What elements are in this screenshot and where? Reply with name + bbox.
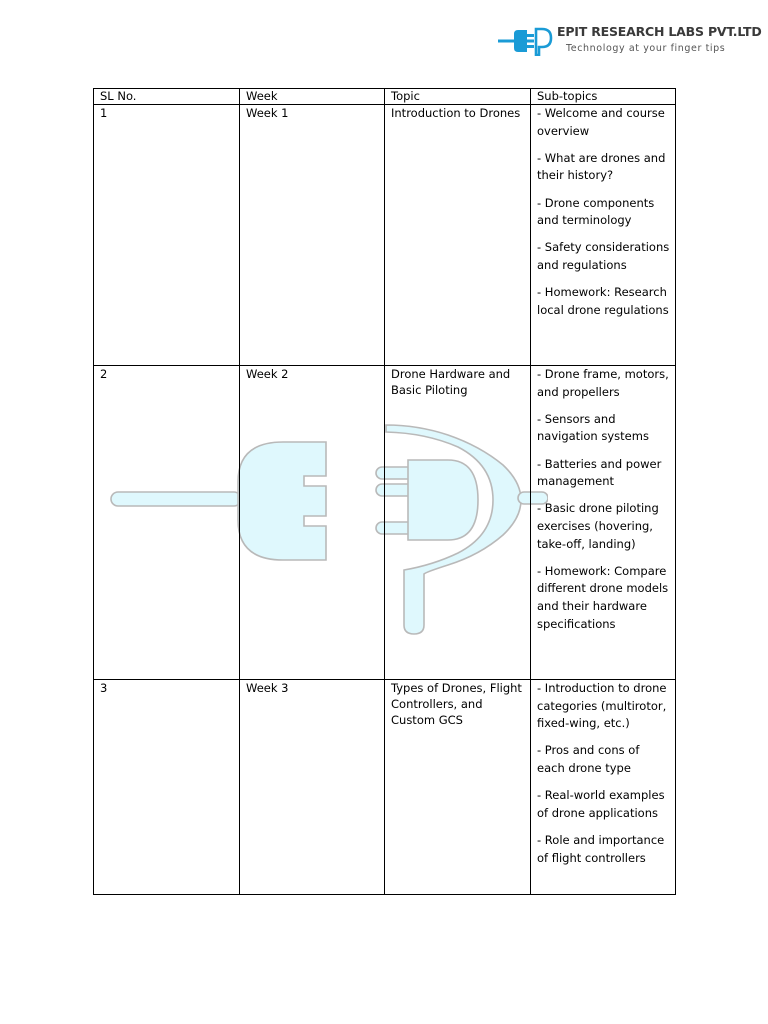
company-name: EPIT RESEARCH LABS PVT.LTD [557,24,762,39]
cell-sl-no: 2 [94,366,240,680]
subtopic-item: - Batteries and power management [537,456,662,489]
subtopic-item: - Drone components and terminology [537,195,655,228]
cell-week: Week 2 [240,366,385,680]
subtopic-item: - Real-world examples of drone applications [537,788,665,820]
subtopic-item: - Sensors and navigation systems [537,411,649,444]
cell-sub-topics [531,680,676,895]
cell-sl-no: 1 [94,105,240,366]
company-header [498,24,766,58]
subtopic-item: - Safety considerations and regulations [537,240,670,272]
cell-topic: Types of Drones, Flight Controllers, and Custom GCS [385,680,531,895]
subtopic-item: - Homework: Research local drone regulations [537,285,669,317]
header-sub-topics: Sub-topics [531,89,676,105]
header-sl-no: SL No. [94,89,240,105]
table-row [94,680,676,895]
table-header-row [94,89,676,105]
course-schedule-table [93,88,676,895]
cell-topic: Drone Hardware and Basic Piloting [385,366,531,680]
table-row [94,105,676,366]
cell-sub-topics [531,105,676,366]
cell-week: Week 3 [240,680,385,895]
subtopic-item: - Role and importance of flight controllers [537,832,665,865]
subtopic-item: - Basic drone piloting exercises (hovering, take-off, landing) [537,501,659,551]
subtopic-item: - Drone frame, motors, and propellers [537,367,669,399]
cell-sub-topics [531,366,676,680]
header-topic: Topic [385,89,531,105]
ep-plug-logo-icon [498,26,554,56]
subtopic-item: - What are drones and their history? [537,150,666,183]
header-week: Week [240,89,385,105]
subtopic-item: - Pros and cons of each drone type [537,743,640,775]
cell-topic: Introduction to Drones [385,105,531,366]
subtopic-item: - Welcome and course overview [537,106,665,138]
cell-week: Week 1 [240,105,385,366]
subtopic-item: - Homework: Compare different drone models and their hardware specifications [537,563,669,631]
cell-sl-no: 3 [94,680,240,895]
company-tagline: Technology at your finger tips [566,43,726,54]
table-row [94,366,676,680]
subtopic-item: - Introduction to drone categories (multirotor, fixed-wing, etc.) [537,681,667,731]
